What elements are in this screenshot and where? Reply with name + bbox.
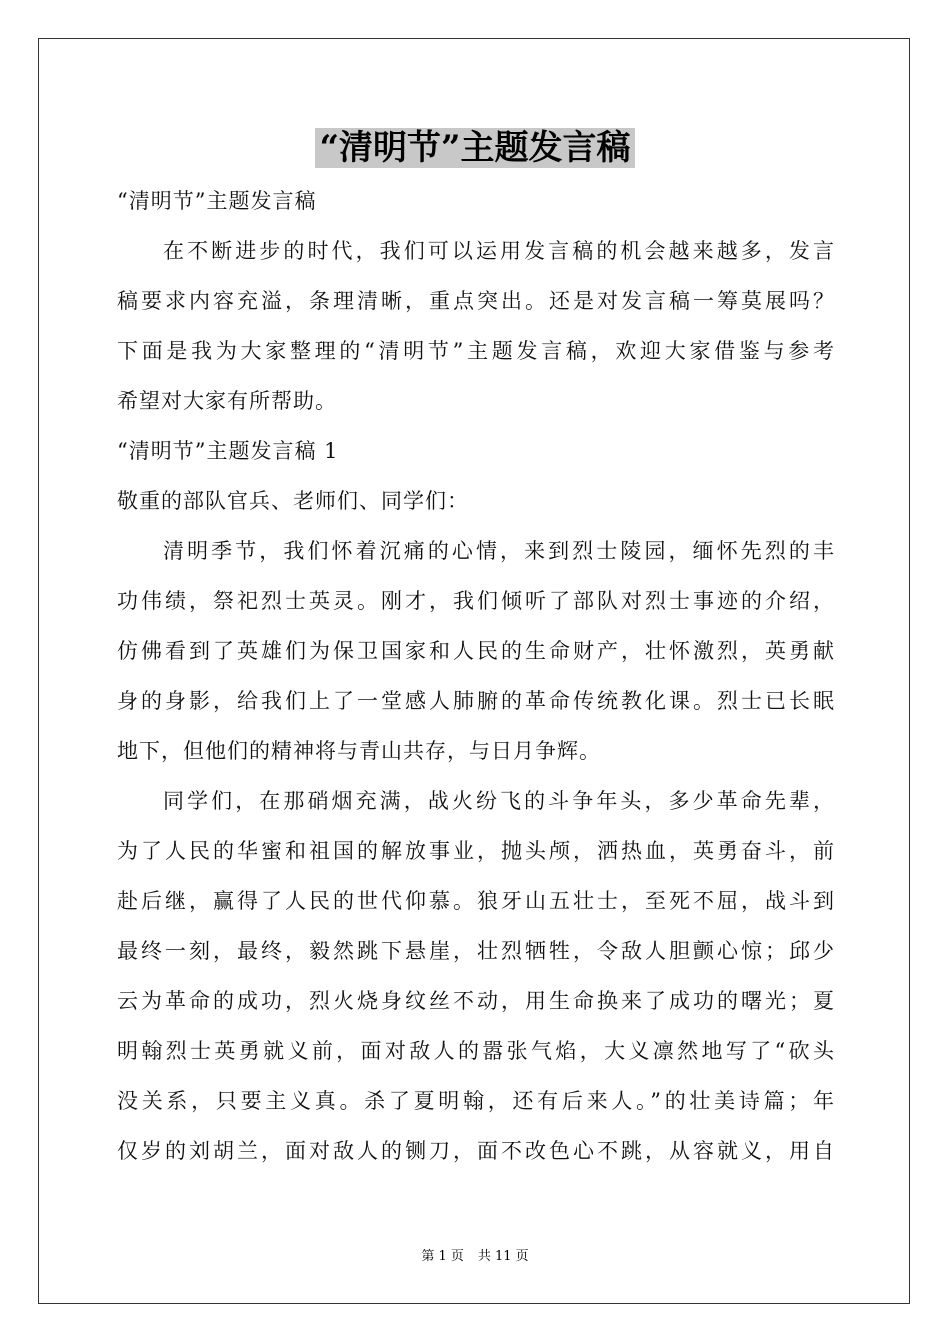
document-body bbox=[117, 176, 835, 1176]
paragraph-line: 下面是我为大家整理的“清明节”主题发言稿，欢迎大家借鉴与参考 bbox=[117, 339, 835, 363]
paragraph-line: 地下，但他们的精神将与青山共存，与日月争辉。 bbox=[117, 739, 601, 763]
paragraph-line: 功伟绩，祭祀烈士英灵。刚才，我们倾听了部队对烈士事迹的介绍， bbox=[117, 589, 835, 613]
document-title bbox=[0, 126, 950, 170]
subtitle-line: “清明节”主题发言稿 bbox=[117, 189, 317, 213]
paragraph-line: 仅岁的刘胡兰，面对敌人的铡刀，面不改色心不跳，从容就义，用自 bbox=[117, 1139, 835, 1163]
paragraph-line: 赴后继，赢得了人民的世代仰慕。狼牙山五壮士，至死不屈，战斗到 bbox=[117, 889, 835, 913]
paragraph-line: 为了人民的华蜜和祖国的解放事业，抛头颅，洒热血，英勇奋斗，前 bbox=[117, 839, 835, 863]
paragraph-line: 最终一刻，最终，毅然跳下悬崖，壮烈牺牲，令敌人胆颤心惊；邱少 bbox=[117, 939, 835, 963]
paragraph-line: 云为革命的成功，烈火烧身纹丝不动，用生命换来了成功的曙光；夏 bbox=[117, 989, 835, 1013]
page-number: 第 1 页 bbox=[421, 1249, 464, 1264]
paragraph-line: 仿佛看到了英雄们为保卫国家和人民的生命财产，壮怀激烈，英勇献 bbox=[117, 639, 835, 663]
paragraph-line: 在不断进步的时代，我们可以运用发言稿的机会越来越多，发言 bbox=[163, 239, 835, 263]
paragraph-line: 明翰烈士英勇就义前，面对敌人的嚣张气焰，大义凛然地写了“砍头 bbox=[117, 1039, 835, 1063]
paragraph-line: 清明季节，我们怀着沉痛的心情，来到烈士陵园，缅怀先烈的丰 bbox=[163, 539, 835, 563]
document-title-text: “清明节”主题发言稿 bbox=[315, 128, 634, 168]
paragraph-line: 没关系，只要主义真。杀了夏明翰，还有后来人。”的壮美诗篇；年 bbox=[117, 1089, 835, 1113]
paragraph-line: 稿要求内容充溢，条理清晰，重点突出。还是对发言稿一筹莫展吗？ bbox=[117, 289, 835, 313]
paragraph-line: 希望对大家有所帮助。 bbox=[117, 389, 337, 413]
page-footer bbox=[0, 1245, 950, 1264]
paragraph-line: 身的身影，给我们上了一堂感人肺腑的革命传统教化课。烈士已长眠 bbox=[117, 689, 835, 713]
section-heading: “清明节”主题发言稿 1 bbox=[117, 439, 339, 463]
salutation-line: 敬重的部队官兵、老师们、同学们： bbox=[117, 489, 469, 513]
paragraph-line: 同学们，在那硝烟充满，战火纷飞的斗争年头，多少革命先辈， bbox=[163, 789, 835, 813]
page-total: 共 11 页 bbox=[477, 1249, 529, 1264]
